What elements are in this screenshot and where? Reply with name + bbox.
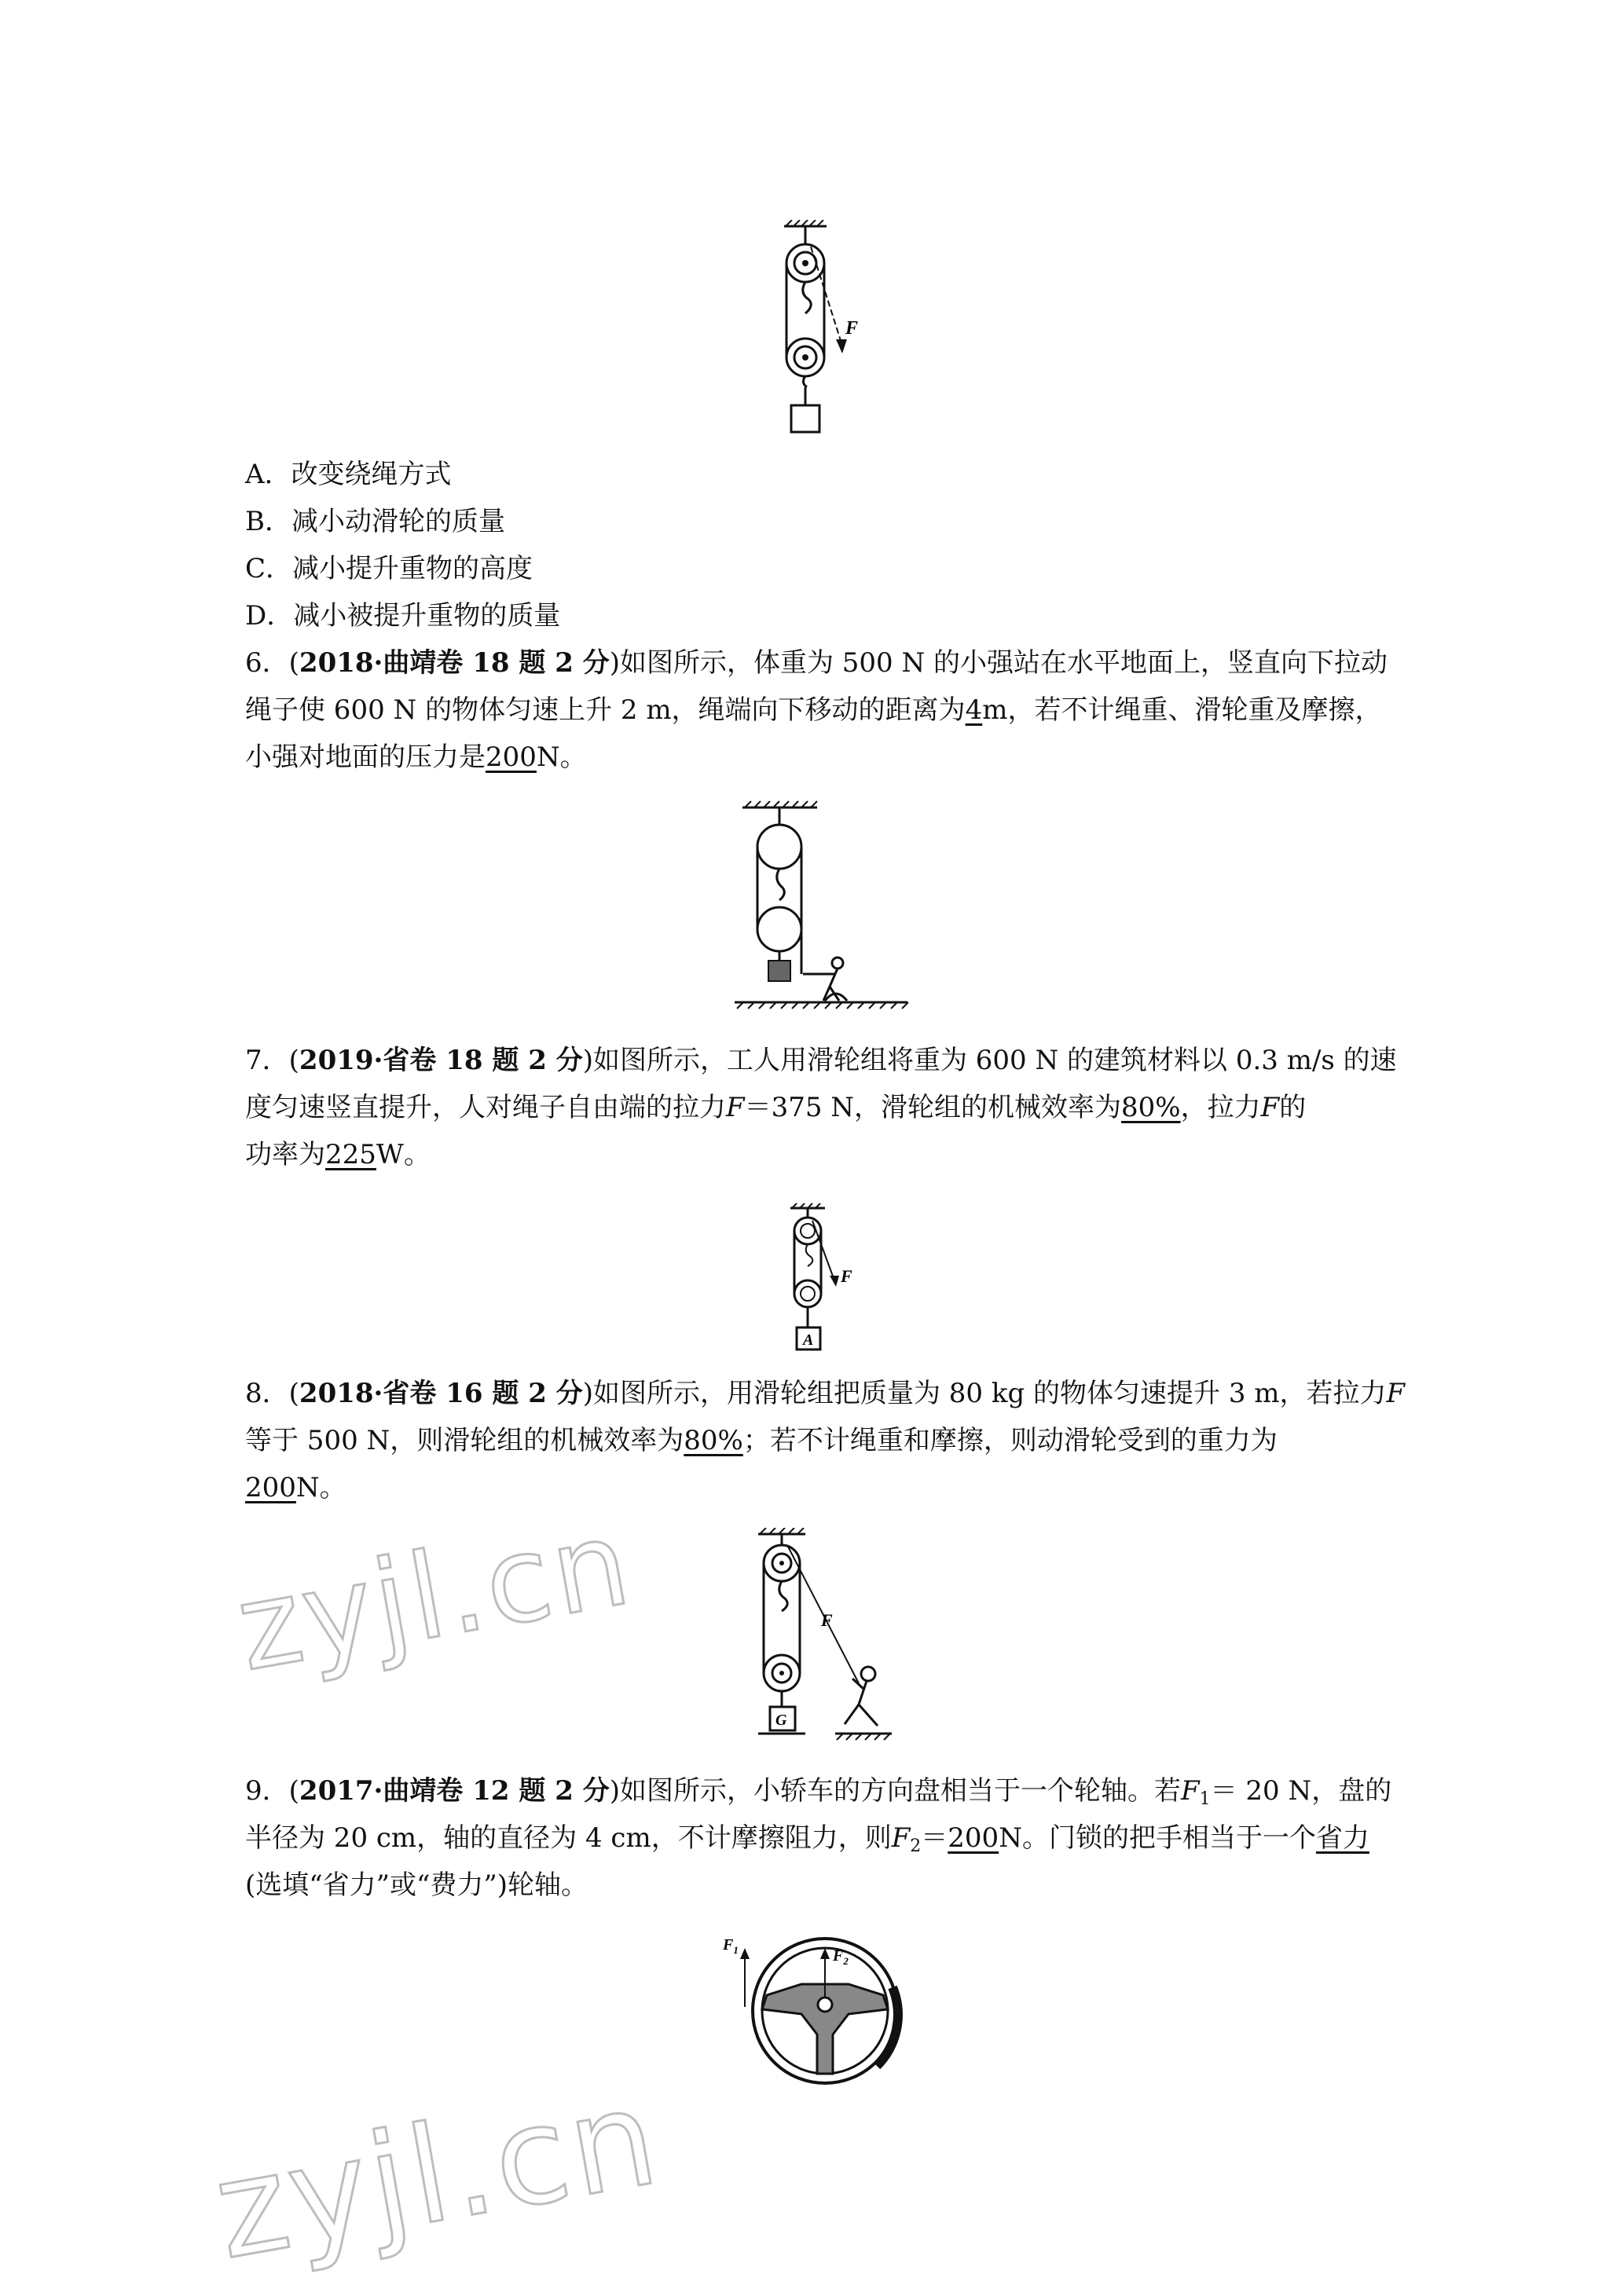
force-label-f: F <box>845 318 859 339</box>
force-label-f: F <box>841 1266 852 1286</box>
q6-source: 2018·曲靖卷 18 题 2 分 <box>299 647 610 679</box>
q8-line-3: 200N。 <box>245 1472 346 1503</box>
q7-line-1: 7．(2019·省卷 18 题 2 分)如图所示，工人用滑轮组将重为 600 N 的建筑材料以 0.3 m/s 的速 <box>245 1045 1397 1076</box>
q8-line-2: 等于 500 N，则滑轮组的机械效率为80%；若不计绳重和摩擦，则动滑轮受到的重力为 <box>245 1425 1278 1456</box>
box-label-a: A <box>803 1331 814 1349</box>
force-label-f: F <box>821 1610 833 1630</box>
q9-source: 2017·曲靖卷 12 题 2 分 <box>299 1775 610 1807</box>
q7-answer-2: 225 <box>325 1139 376 1170</box>
q9-line-2: 半径为 20 cm，轴的直径为 4 cm，不计摩擦阻力，则$F_2=200N$。门锁的把手相当于一个省力 <box>245 1822 1369 1856</box>
q6-answer-1: 4 <box>965 694 983 726</box>
option-b: B．减小动滑轮的质量 <box>245 506 505 537</box>
box-label-g: G <box>775 1712 787 1729</box>
q8-answer-2: 200 <box>245 1472 296 1503</box>
q7-answer-1: 80% <box>1121 1092 1181 1123</box>
q6-answer-2: 200 <box>486 742 537 773</box>
q9-answer-1: 200 <box>948 1822 999 1854</box>
steering-wheel-figure <box>723 1917 911 2089</box>
q7-line-2: 度匀速竖直提升，人对绳子自由端的拉力F＝375 N，滑轮组的机械效率为80%，拉力F的 <box>245 1092 1307 1123</box>
q8-answer-1: 80% <box>684 1425 743 1456</box>
q6-line-3: 小强对地面的压力是200N。 <box>245 742 587 773</box>
f1-label: $F_1$ <box>723 1936 739 1956</box>
q9-answer-2: 省力 <box>1315 1822 1369 1854</box>
q6-line-2: 绳子使 600 N 的物体匀速上升 2 m，绳端向下移动的距离为4m，若不计绳重、滑轮重及摩擦， <box>245 694 1382 726</box>
watermark: zyjl.cn <box>228 1494 642 1698</box>
q7-source: 2019·省卷 18 题 2 分 <box>299 1045 583 1076</box>
pulley-figure-q6 <box>731 800 911 1020</box>
option-a: A．改变绕绳方式 <box>245 459 452 490</box>
q9-line-1: 9．(2017·曲靖卷 12 题 2 分)如图所示，小轿车的方向盘相当于一个轮轴。若$F_1= 20$ N，盘的 <box>245 1775 1392 1809</box>
q9-line-3: (选填“省力”或“费力”)轮轴。 <box>245 1869 588 1901</box>
q7-line-3: 功率为225W。 <box>245 1139 431 1170</box>
pulley-figure-q8 <box>742 1528 900 1756</box>
q6-line-1: 6．(2018·曲靖卷 18 题 2 分)如图所示，体重为 500 N 的小强站在水平地面上，竖直向下拉动 <box>245 647 1388 679</box>
q8-line-1: 8．(2018·省卷 16 题 2 分)如图所示，用滑轮组把质量为 80 kg 的物体匀速提升 3 m，若拉力F <box>245 1378 1406 1409</box>
f2-label: $F_2$ <box>833 1947 849 1967</box>
option-d: D．减小被提升重物的质量 <box>245 600 561 632</box>
option-c: C．减小提升重物的高度 <box>245 553 533 584</box>
q8-source: 2018·省卷 16 题 2 分 <box>299 1378 583 1409</box>
pulley-figure-q7 <box>778 1202 872 1359</box>
watermark: zyjl.cn <box>204 2059 671 2290</box>
pulley-figure-q5 <box>754 220 864 440</box>
